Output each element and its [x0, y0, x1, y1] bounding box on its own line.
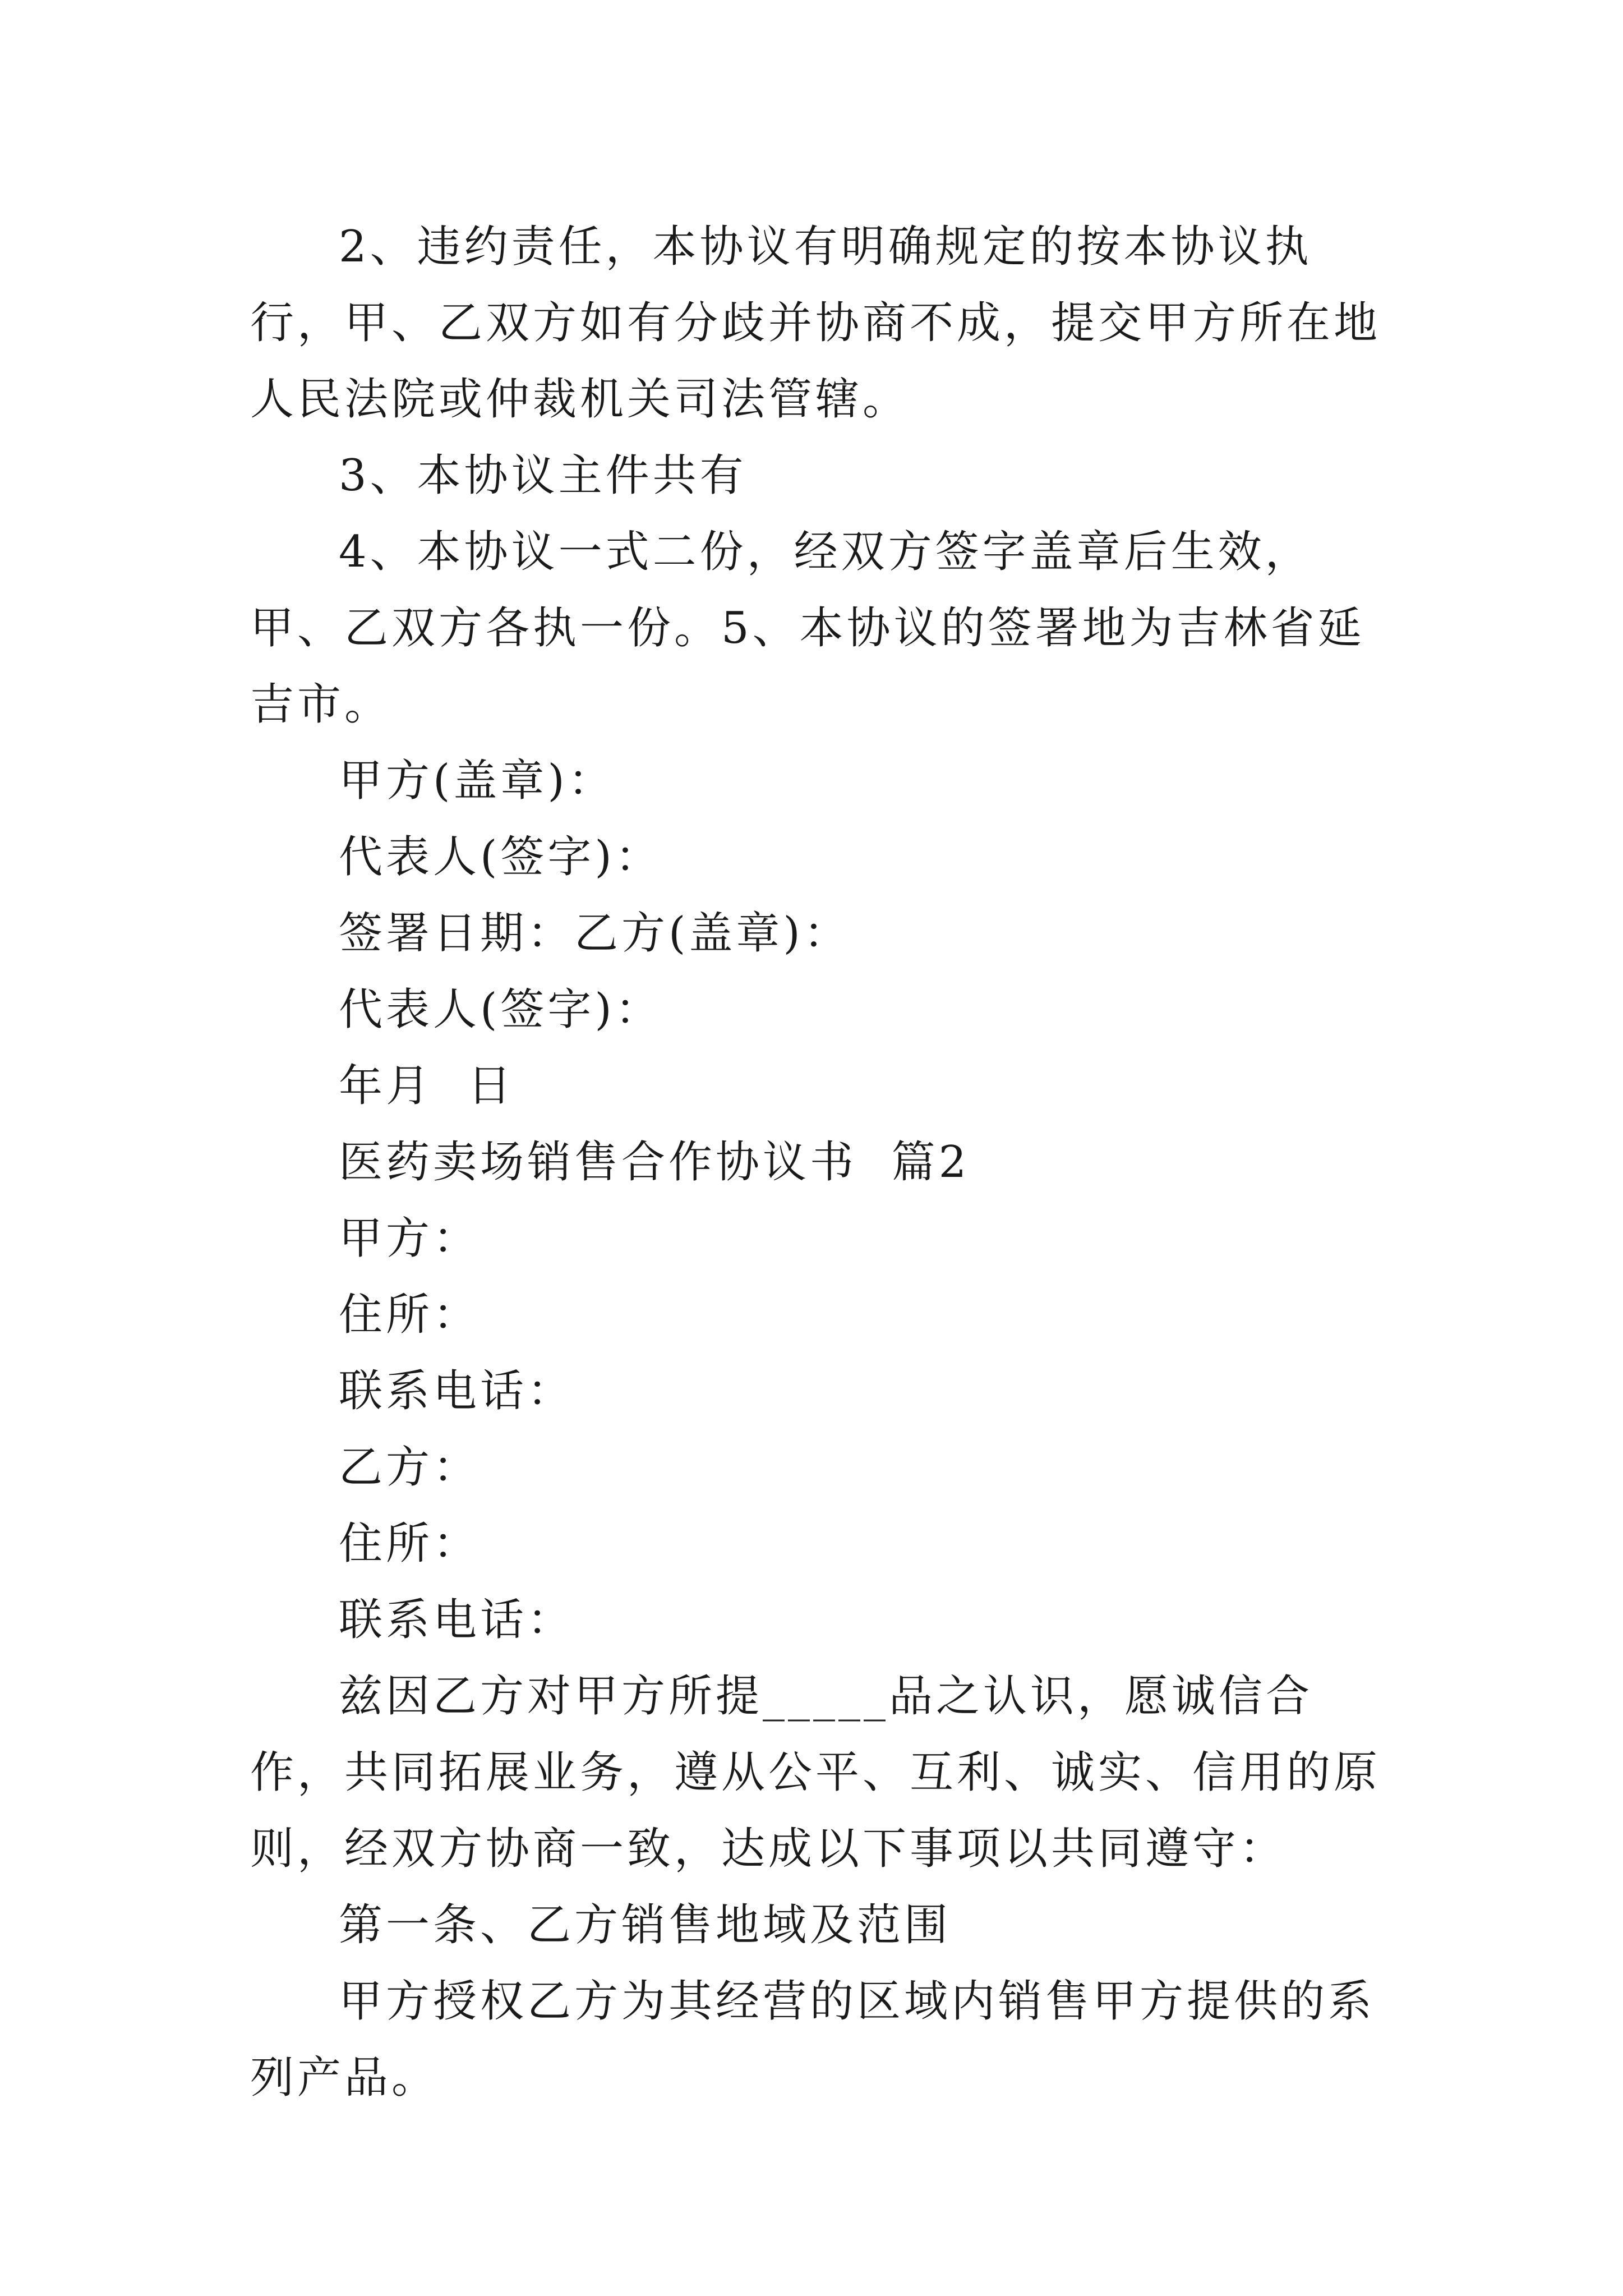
party-b-label: 乙方：	[339, 1442, 481, 1493]
party-a-representative-line: 代表人(签字)：	[339, 832, 662, 882]
party-a-address-label: 住所：	[339, 1290, 481, 1340]
paragraph-breach-liability: 2、违约责任，本协议有明确规定的按本协议执行，甲、乙双方如有分歧并协商不成，提交甲方所在地人民法院或仲裁机关司法管辖。	[250, 222, 1381, 425]
party-a-seal-line: 甲方(盖章)：	[339, 756, 615, 806]
document-body	[250, 209, 1389, 2116]
date-line: 年月 日	[339, 1061, 515, 1111]
paragraph-preamble: 兹因乙方对甲方所提_____品之认识，愿诚信合作，共同拓展业务，遵从公平、互利、诚实、信用的原则，经双方协商一致，达成以下事项以共同遵守：	[250, 1671, 1381, 1874]
party-a-label: 甲方：	[339, 1213, 481, 1264]
paragraph-article-1-body: 甲方授权乙方为其经营的区域内销售甲方提供的系列产品。	[250, 1976, 1376, 2103]
section-title-part-2: 医药卖场销售合作协议书 篇2	[339, 1137, 970, 1188]
party-b-representative-line: 代表人(签字)：	[339, 984, 662, 1035]
party-a-phone-label: 联系电话：	[339, 1366, 575, 1416]
paragraph-copies-and-location: 4、本协议一式二份，经双方签字盖章后生效，甲、乙双方各执一份。5、本协议的签署地为吉林省延吉市。	[250, 527, 1365, 730]
party-b-phone-label: 联系电话：	[339, 1595, 575, 1645]
article-1-heading: 第一条、乙方销售地域及范围	[339, 1900, 952, 1950]
paragraph-main-documents: 3、本协议主件共有	[339, 450, 747, 501]
party-b-address-label: 住所：	[339, 1519, 481, 1569]
signing-date-party-b-seal-line: 签署日期：乙方(盖章)：	[339, 908, 851, 959]
